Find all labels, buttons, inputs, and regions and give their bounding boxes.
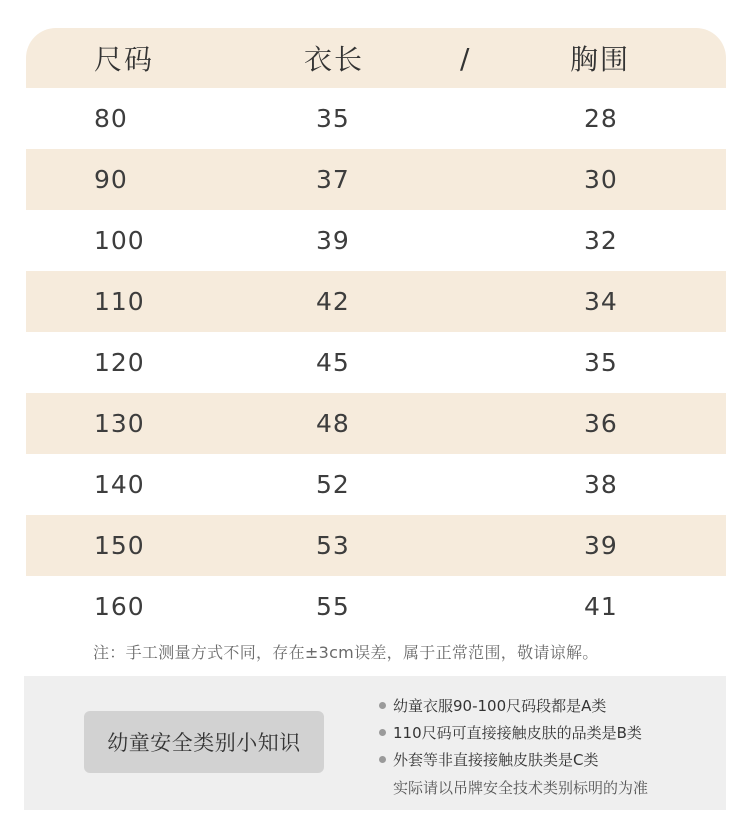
bullet-icon — [379, 729, 386, 736]
table-row — [26, 576, 726, 637]
safety-knowledge-button[interactable]: 幼童安全类别小知识 — [84, 711, 324, 773]
cell-chest: 34 — [584, 287, 618, 316]
measurement-note: 注：手工测量方式不同，存在±3cm误差，属于正常范围，敬请谅解。 — [93, 643, 599, 662]
cell-chest: 39 — [584, 531, 618, 560]
table-row — [26, 210, 726, 271]
cell-size: 150 — [94, 531, 145, 560]
header-size: 尺码 — [94, 43, 155, 76]
cell-size: 120 — [94, 348, 145, 377]
cell-size: 110 — [94, 287, 145, 316]
tip-text: 110尺码可直接接触皮肤的品类是B类 — [393, 724, 642, 742]
tip-footer: 实际请以吊牌安全技术类别标明的为准 — [393, 778, 649, 797]
cell-chest: 32 — [584, 226, 618, 255]
cell-chest: 38 — [584, 470, 618, 499]
cell-length: 55 — [316, 592, 350, 621]
table-row — [26, 515, 726, 576]
table-row — [26, 88, 726, 149]
table-header — [26, 28, 726, 88]
header-separator: / — [460, 41, 472, 75]
safety-knowledge-panel — [24, 676, 726, 810]
cell-size: 130 — [94, 409, 145, 438]
tip-text: 幼童衣服90-100尺码段都是A类 — [393, 697, 607, 715]
cell-size: 140 — [94, 470, 145, 499]
cell-length: 39 — [316, 226, 350, 255]
table-row — [26, 393, 726, 454]
tip-text: 外套等非直接接触皮肤类是C类 — [393, 751, 599, 769]
cell-chest: 35 — [584, 348, 618, 377]
cell-chest: 41 — [584, 592, 618, 621]
cell-length: 37 — [316, 165, 350, 194]
cell-chest: 28 — [584, 104, 618, 133]
cell-chest: 30 — [584, 165, 618, 194]
cell-length: 42 — [316, 287, 350, 316]
cell-size: 90 — [94, 165, 128, 194]
list-item — [379, 692, 719, 719]
cell-chest: 36 — [584, 409, 618, 438]
safety-tips-list — [379, 692, 719, 801]
table-row — [26, 271, 726, 332]
cell-size: 100 — [94, 226, 145, 255]
cell-length: 45 — [316, 348, 350, 377]
cell-length: 53 — [316, 531, 350, 560]
header-length: 衣长 — [304, 43, 365, 76]
cell-length: 52 — [316, 470, 350, 499]
list-item — [379, 719, 719, 746]
table-row — [26, 149, 726, 210]
list-item — [379, 746, 719, 773]
size-table — [26, 28, 726, 637]
bullet-icon — [379, 702, 386, 709]
table-row — [26, 332, 726, 393]
cell-size: 80 — [94, 104, 128, 133]
header-chest: 胸围 — [570, 43, 631, 76]
table-row — [26, 454, 726, 515]
cell-length: 48 — [316, 409, 350, 438]
cell-size: 160 — [94, 592, 145, 621]
cell-length: 35 — [316, 104, 350, 133]
bullet-icon — [379, 756, 386, 763]
